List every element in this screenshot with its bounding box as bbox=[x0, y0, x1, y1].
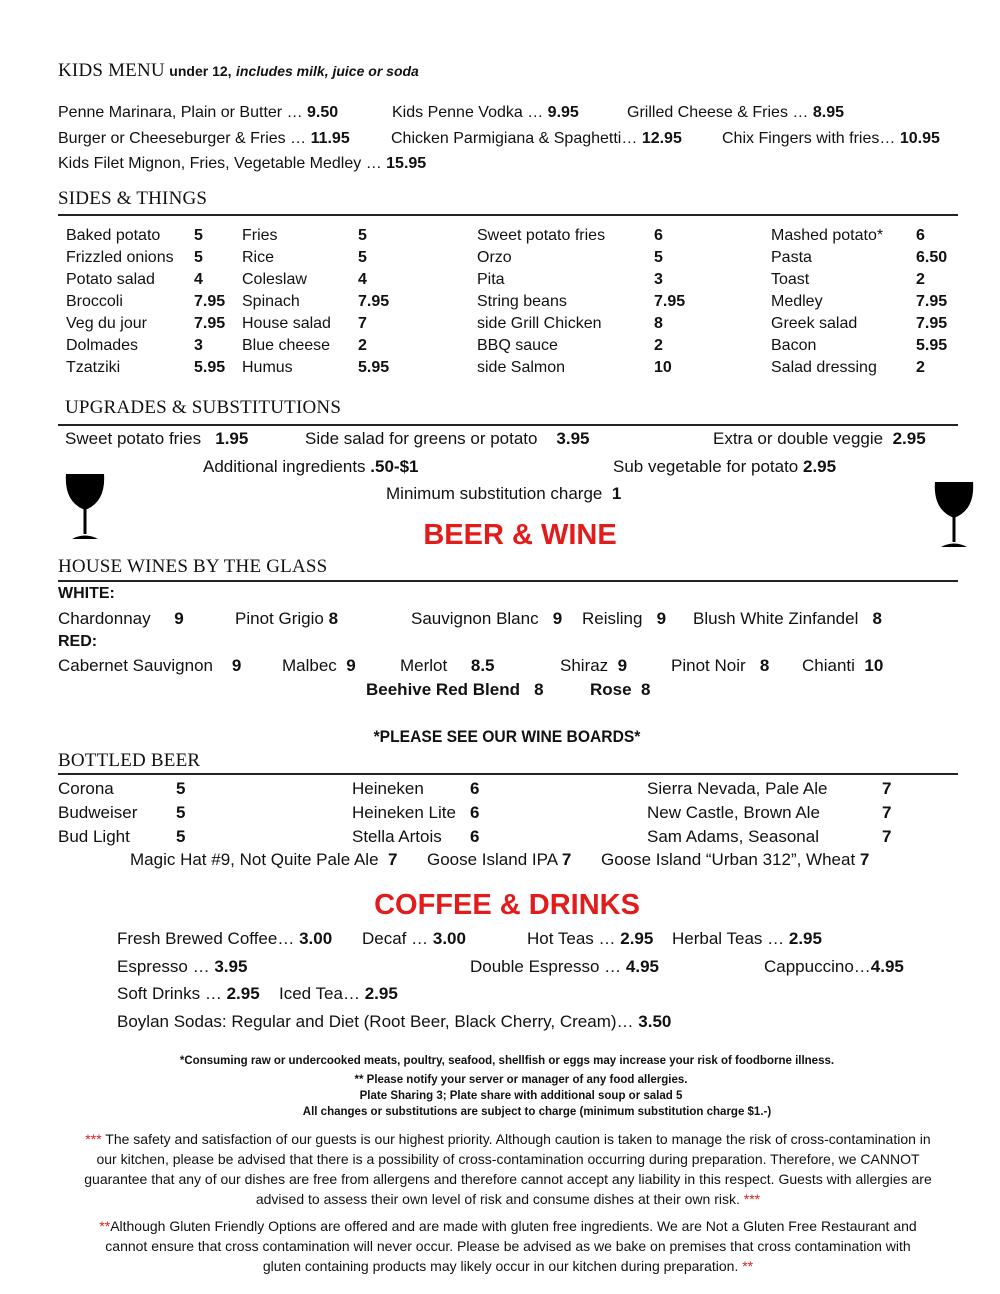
side-item-price: 6.50 bbox=[916, 249, 948, 266]
side-item-price: 2 bbox=[358, 337, 367, 354]
drink-item: Cappuccino…4.95 bbox=[764, 957, 904, 976]
kids-item: Chicken Parmigiana & Spaghetti… 12.95 bbox=[391, 130, 682, 147]
beer-item: Magic Hat #9, Not Quite Pale Ale 7 bbox=[130, 850, 398, 869]
bottled-beer-rule bbox=[58, 773, 958, 775]
upgrades-rule bbox=[58, 424, 958, 426]
side-item-price: 7.95 bbox=[654, 293, 686, 310]
drink-item: Decaf … 3.00 bbox=[362, 929, 466, 948]
drink-item: Herbal Teas … 2.95 bbox=[672, 929, 822, 948]
wine-item: Chardonnay 9 bbox=[58, 609, 184, 628]
side-item-label: Salad dressing bbox=[771, 359, 877, 376]
raw-food-warning: *Consuming raw or undercooked meats, poultry, seafood, shellfish or eggs may increase your risk of foodborne illness. bbox=[179, 1055, 835, 1067]
beer-item-price: 7 bbox=[882, 803, 892, 822]
upgrade-item: Sub vegetable for potato 2.95 bbox=[613, 457, 837, 476]
cross-contamination-disclaimer: *** The safety and satisfaction of our guests is our highest priority. Although caution is taken to manage the risk of cross-contamination in our kitchen, please be advised that there is a possibility of cross-contamination occurring during preparation. Therefore, we CANNOT guarantee that any of our dishes are free from allergens and therefore cannot accept any liability in this respect. Guests with allergies are advised to assess their own level of risk and consume dishes at their own risk. *** bbox=[84, 1131, 932, 1207]
side-item-label: Baked potato bbox=[66, 227, 161, 244]
house-wines-heading: HOUSE WINES BY THE GLASS bbox=[58, 556, 328, 577]
kids-item: Grilled Cheese & Fries … 8.95 bbox=[627, 104, 844, 121]
side-item-label: Veg du jour bbox=[66, 315, 147, 332]
side-item-price: 7.95 bbox=[916, 293, 948, 310]
wine-item: Beehive Red Blend 8 bbox=[366, 680, 544, 699]
side-item-price: 5 bbox=[358, 227, 367, 244]
beer-item-price: 5 bbox=[176, 779, 186, 798]
side-item-price: 8 bbox=[654, 315, 663, 332]
beer-item-label: Stella Artois bbox=[352, 827, 442, 846]
white-label: WHITE: bbox=[58, 585, 115, 602]
beer-item-price: 7 bbox=[882, 779, 892, 798]
drink-item: Espresso … 3.95 bbox=[117, 957, 248, 976]
side-item-price: 5 bbox=[194, 227, 203, 244]
side-item-label: String beans bbox=[477, 293, 567, 310]
side-item-label: Tzatziki bbox=[66, 359, 121, 376]
sides-rule bbox=[58, 214, 958, 216]
side-item-price: 7.95 bbox=[194, 293, 226, 310]
side-item-label: House salad bbox=[242, 315, 331, 332]
wine-item: Cabernet Sauvignon 9 bbox=[58, 656, 242, 675]
upgrade-item: Minimum substitution charge 1 bbox=[386, 484, 622, 503]
beer-item-price: 5 bbox=[176, 827, 186, 846]
side-item-label: Pasta bbox=[771, 249, 812, 266]
side-item-price: 10 bbox=[654, 359, 672, 376]
side-item-label: Medley bbox=[771, 293, 823, 310]
upgrade-item: Additional ingredients .50-$1 bbox=[203, 457, 419, 476]
beer-item-label: Heineken bbox=[352, 779, 424, 798]
side-item-label: Coleslaw bbox=[242, 271, 307, 288]
red-label: RED: bbox=[58, 633, 98, 650]
beer-item: Goose Island IPA 7 bbox=[427, 850, 572, 869]
side-item-label: Sweet potato fries bbox=[477, 227, 606, 244]
wine-item: Pinot Noir 8 bbox=[671, 656, 770, 675]
beer-item: Goose Island “Urban 312”, Wheat 7 bbox=[601, 850, 870, 869]
drink-item: Fresh Brewed Coffee… 3.00 bbox=[117, 929, 333, 948]
side-item-price: 7.95 bbox=[194, 315, 226, 332]
upgrade-item: Extra or double veggie 2.95 bbox=[713, 429, 926, 448]
beer-item-price: 6 bbox=[470, 779, 480, 798]
side-item-label: Pita bbox=[477, 271, 505, 288]
plate-sharing-note: Plate Sharing 3; Plate share with additional soup or salad 5 bbox=[359, 1090, 683, 1102]
beer-item-price: 6 bbox=[470, 827, 480, 846]
drink-item: Double Espresso … 4.95 bbox=[470, 957, 660, 976]
side-item-label: Toast bbox=[771, 271, 810, 288]
side-item-price: 3 bbox=[194, 337, 203, 354]
kids-menu-title: KIDS MENU bbox=[58, 60, 165, 81]
side-item-price: 3 bbox=[654, 271, 663, 288]
side-item-price: 4 bbox=[358, 271, 367, 288]
beer-item-label: Corona bbox=[58, 779, 114, 798]
side-item-price: 2 bbox=[654, 337, 663, 354]
sides-heading: SIDES & THINGS bbox=[58, 188, 208, 209]
beer-item-label: New Castle, Brown Ale bbox=[647, 803, 820, 822]
kids-item: Burger or Cheeseburger & Fries … 11.95 bbox=[58, 130, 350, 147]
side-item-label: BBQ sauce bbox=[477, 337, 558, 354]
side-item-label: side Grill Chicken bbox=[477, 315, 602, 332]
side-item-label: Broccoli bbox=[66, 293, 123, 310]
wine-item: Blush White Zinfandel 8 bbox=[693, 609, 883, 628]
side-item-price: 5.95 bbox=[194, 359, 226, 376]
gluten-disclaimer: **Although Gluten Friendly Options are offered and are made with gluten free ingredients. We are Not a Gluten Free Restaurant and cannot ensure that cross contamination will never occur. Please be advised as we bake on premises that cross contamination with gluten containing products may likely occur in our kitchen during preparation. ** bbox=[99, 1218, 917, 1274]
wine-item: Malbec 9 bbox=[282, 656, 356, 675]
kids-item: Chix Fingers with fries… 10.95 bbox=[722, 130, 940, 147]
upgrades-heading: UPGRADES & SUBSTITUTIONS bbox=[65, 397, 342, 418]
beer-item-label: Sierra Nevada, Pale Ale bbox=[647, 779, 828, 798]
wine-item: Shiraz 9 bbox=[560, 656, 628, 675]
side-item-label: Rice bbox=[242, 249, 275, 266]
wine-item: Sauvignon Blanc 9 bbox=[411, 609, 563, 628]
drink-item: Hot Teas … 2.95 bbox=[527, 929, 654, 948]
side-item-price: 5 bbox=[358, 249, 367, 266]
side-item-price: 5 bbox=[654, 249, 663, 266]
beer-item-label: Bud Light bbox=[58, 827, 130, 846]
side-item-label: Bacon bbox=[771, 337, 817, 354]
side-item-label: Dolmades bbox=[66, 337, 139, 354]
beer-item-price: 6 bbox=[470, 803, 480, 822]
beer-wine-title: BEER & WINE bbox=[423, 519, 617, 551]
side-item-label: Blue cheese bbox=[242, 337, 331, 354]
side-item-price: 5.95 bbox=[916, 337, 948, 354]
wine-item: Pinot Grigio 8 bbox=[235, 609, 339, 628]
beer-item-label: Budweiser bbox=[58, 803, 138, 822]
kids-menu-age: under 12, bbox=[169, 63, 232, 79]
side-item-label: Spinach bbox=[242, 293, 300, 310]
side-item-label: Humus bbox=[242, 359, 293, 376]
side-item-price: 5.95 bbox=[358, 359, 390, 376]
beer-item-label: Heineken Lite bbox=[352, 803, 456, 822]
house-wines-rule bbox=[58, 580, 958, 582]
upgrade-item: Side salad for greens or potato 3.95 bbox=[305, 429, 590, 448]
wine-item: Rose 8 bbox=[590, 680, 651, 699]
beer-item-label: Sam Adams, Seasonal bbox=[647, 827, 819, 846]
side-item-label: side Salmon bbox=[477, 359, 566, 376]
beer-item-price: 5 bbox=[176, 803, 186, 822]
side-item-label: Potato salad bbox=[66, 271, 155, 288]
drink-item: Soft Drinks … 2.95 bbox=[117, 984, 260, 1003]
wine-item: Chianti 10 bbox=[802, 656, 884, 675]
bottled-beer-heading: BOTTLED BEER bbox=[58, 750, 201, 771]
kids-menu-heading bbox=[58, 60, 419, 82]
side-item-price: 7 bbox=[358, 315, 367, 332]
side-item-price: 4 bbox=[194, 271, 203, 288]
side-item-price: 5 bbox=[194, 249, 203, 266]
side-item-label: Fries bbox=[242, 227, 278, 244]
wine-item: Merlot 8.5 bbox=[400, 656, 495, 675]
side-item-price: 6 bbox=[654, 227, 663, 244]
side-item-label: Frizzled onions bbox=[66, 249, 174, 266]
side-item-price: 7.95 bbox=[916, 315, 948, 332]
kids-item: Kids Filet Mignon, Fries, Vegetable Medley … 15.95 bbox=[58, 155, 427, 172]
side-item-price: 2 bbox=[916, 271, 925, 288]
drink-item: Iced Tea… 2.95 bbox=[279, 984, 398, 1003]
wine-boards-note: *PLEASE SEE OUR WINE BOARDS* bbox=[373, 727, 641, 746]
side-item-label: Greek salad bbox=[771, 315, 858, 332]
coffee-title: COFFEE & DRINKS bbox=[374, 889, 640, 921]
side-item-label: Orzo bbox=[477, 249, 512, 266]
substitution-charge-note: All changes or substitutions are subject to charge (minimum substitution charge $1.-) bbox=[302, 1106, 772, 1118]
side-item-price: 7.95 bbox=[358, 293, 390, 310]
side-item-price: 6 bbox=[916, 227, 925, 244]
kids-item: Kids Penne Vodka … 9.95 bbox=[392, 104, 579, 121]
kids-item: Penne Marinara, Plain or Butter … 9.50 bbox=[58, 104, 339, 121]
allergy-notify-note: ** Please notify your server or manager of any food allergies. bbox=[354, 1074, 688, 1086]
side-item-label: Mashed potato* bbox=[771, 227, 884, 244]
kids-menu-includes: includes milk, juice or soda bbox=[236, 63, 419, 79]
side-item-price: 2 bbox=[916, 359, 925, 376]
upgrade-item: Sweet potato fries 1.95 bbox=[65, 429, 249, 448]
beer-item-price: 7 bbox=[882, 827, 892, 846]
drink-item: Boylan Sodas: Regular and Diet (Root Beer, Black Cherry, Cream)… 3.50 bbox=[117, 1012, 672, 1031]
wine-item: Reisling 9 bbox=[582, 609, 667, 628]
